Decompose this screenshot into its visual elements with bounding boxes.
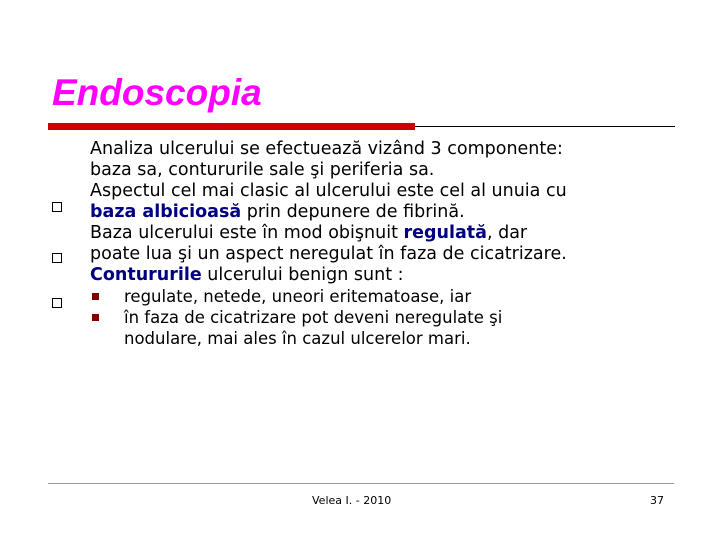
- paragraph-components: [90, 139, 690, 181]
- text-line: nodulare, mai ales în cazul ulcerelor mari.: [124, 329, 471, 348]
- footer-author: Velea I. - 2010: [312, 494, 392, 507]
- text-line: regulate, netede, uneori eritematoase, iar: [124, 287, 472, 306]
- sub-bullet-item: [124, 307, 690, 349]
- paragraph-aspect: [90, 181, 690, 223]
- text-line: Aspectul cel mai clasic al ulcerului este cel al unuia cu: [90, 181, 567, 201]
- sub-bullet-item: [124, 286, 690, 307]
- text-line: Analiza ulcerului se efectuează vizând 3 componente:: [90, 139, 563, 159]
- paragraph-contours: [90, 265, 690, 286]
- bullet-square-icon: [52, 202, 62, 212]
- text-line: baza sa, contururile sale şi periferia sa.: [90, 160, 435, 180]
- text-line: poate lua şi un aspect neregulat în faza de cicatrizare.: [90, 244, 567, 264]
- text-fragment: , dar: [486, 223, 528, 243]
- bullet-filled-square-icon: [92, 293, 99, 300]
- bullet-filled-square-icon: [92, 314, 99, 321]
- title-accent-bar: [48, 123, 415, 130]
- title-divider-line: [415, 126, 675, 127]
- emphasis-regulata: regulată: [403, 223, 487, 243]
- page-number: 37: [650, 494, 664, 507]
- bullet-square-icon: [52, 298, 62, 308]
- emphasis-baza-albicioasa: baza albicioasă: [90, 202, 242, 222]
- footer-divider-line: [48, 483, 674, 484]
- text-line: în faza de cicatrizare pot deveni neregulate şi: [124, 308, 503, 327]
- bullet-square-icon: [52, 253, 62, 263]
- slide-title: Endoscopia: [52, 72, 262, 113]
- paragraph-base: [90, 223, 690, 265]
- text-fragment: prin depunere de fibrină.: [241, 202, 465, 222]
- slide-body: [90, 139, 690, 349]
- emphasis-contururile: Contururile: [90, 265, 202, 285]
- text-fragment: Baza ulcerului este în mod obişnuit: [90, 223, 404, 243]
- text-fragment: ulcerului benign sunt :: [201, 265, 404, 285]
